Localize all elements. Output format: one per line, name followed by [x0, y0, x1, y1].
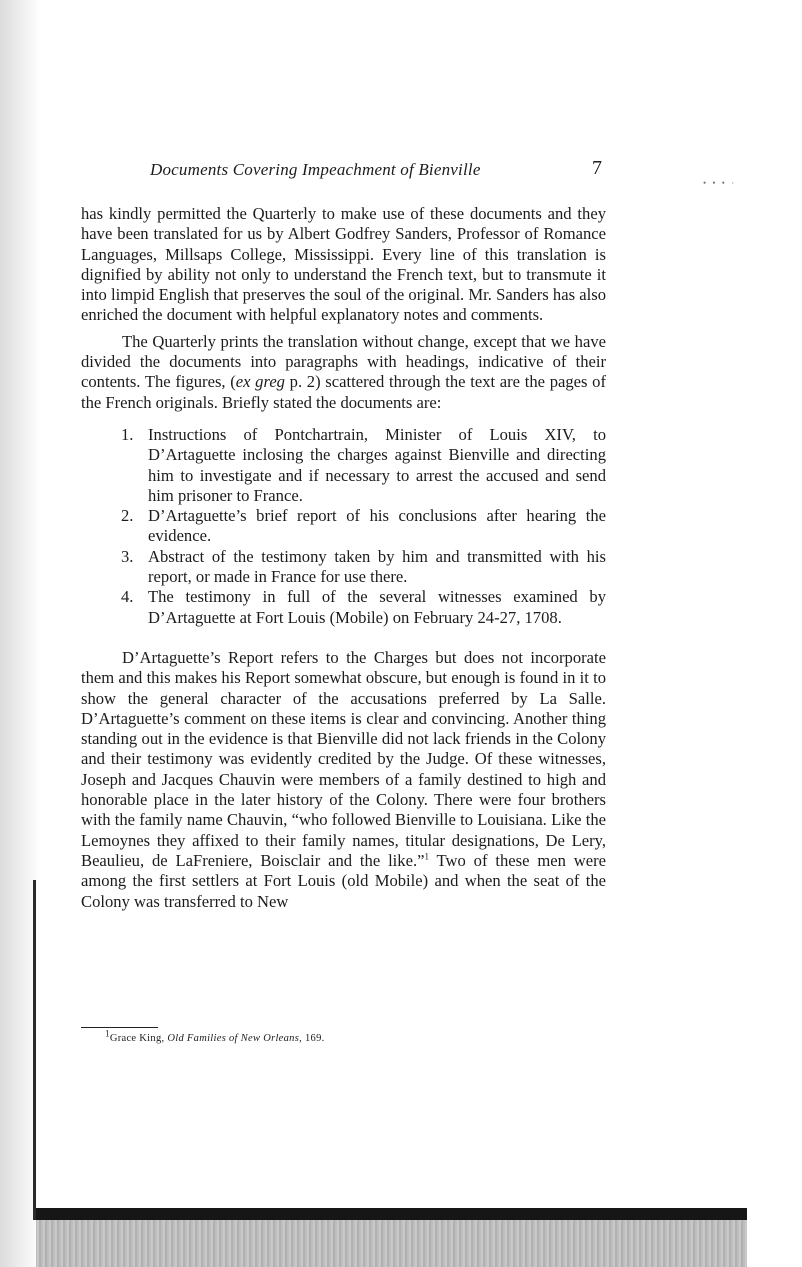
scan-specks: • • • ·: [703, 178, 737, 188]
paragraph-3-part-b: Two of these men were among the first settlers at Fort Louis (old Mobile) and when the seat of the Colony was transferred to New: [81, 850, 606, 911]
list-text: D’Artaguette’s brief report of his conclusions after hearing the evidence.: [148, 506, 606, 546]
document-list: [81, 425, 606, 628]
list-item: [81, 425, 606, 506]
footnote-marker: 1: [424, 851, 429, 862]
list-item: [81, 506, 606, 547]
footnote-number: 1: [105, 1028, 110, 1039]
footnote-page: 169.: [302, 1033, 325, 1044]
list-item: [81, 587, 606, 628]
paragraph-3: [81, 648, 606, 912]
list-text: Instructions of Pontchartrain, Minister of Louis XIV, to D’Artaguette inclosing the charges against Bienville and directing him to investigate and if necessary to arrest the accused and send him prisoner to France.: [148, 424, 606, 505]
footnote-author: Grace King,: [109, 1033, 168, 1044]
paragraph-2: [81, 332, 606, 413]
paragraph-2-part-b: p. 2) scattered through the text are the pages of the French originals. Briefly stated the documents are:: [81, 372, 606, 412]
list-item: [81, 547, 606, 588]
scan-bottom-bar: [36, 1208, 747, 1220]
body-text: [81, 204, 606, 912]
list-number: 3.: [121, 546, 134, 566]
list-text: The testimony in full of the several witnesses examined by D’Artaguette at Fort Louis (Mobile) on February 24-27, 1708.: [148, 587, 606, 627]
paragraph-2-italic: ex greg: [235, 372, 285, 392]
list-text: Abstract of the testimony taken by him and transmitted with his report, or made in France for use there.: [148, 546, 606, 587]
footnote-rule: [81, 1027, 158, 1028]
scan-edge: [33, 880, 36, 1220]
list-number: 2.: [121, 506, 134, 526]
paragraph-2-part-a: The Quarterly prints the translation without change, except that we have divided the documents into paragraphs with headings, indicative of their contents. The figures, (: [81, 331, 606, 392]
running-header: [150, 157, 610, 184]
footnote-title: Old Families of New Orleans,: [167, 1033, 303, 1044]
footnote: [105, 1028, 325, 1044]
list-number: 1.: [121, 424, 134, 444]
running-title: Documents Covering Impeachment of Bienville: [150, 160, 481, 179]
paragraph-3-part-a: D’Artaguette’s Report refers to the Charges but does not incorporate them and this makes his Report somewhat obscure, but enough is found in it to show the general character of the accusations preferred by La Salle. D’Artaguette’s comment on these items is clear and convincing. Another thing standing out in the evidence is that Bienville did not lack friends in the Colony and their testimony was evidently credited by the Judge. Of these witnesses, Joseph and Jacques Chauvin were members of a family destined to high and honorable place in the later history of the Colony. There were four brothers with the family name Chauvin, “who followed Bienville to Louisiana. Like the Lemoynes they affixed to their family names, titular designations, De Lery, Beaulieu, de LaFreniere, Boisclair and the like.”: [81, 647, 606, 870]
list-number: 4.: [121, 587, 134, 607]
page-number: 7: [592, 157, 602, 179]
paragraph-1: has kindly permitted the Quarterly to make use of these documents and they have been translated for us by Albert Godfrey Sanders, Professor of Romance Languages, Millsaps College, Mississippi. Every line of this translation is dignified by ability not only to understand the French text, but to transmute it into limpid English that preserves the soul of the original. Mr. Sanders has also enriched the document with helpful explanatory notes and comments.: [81, 204, 606, 325]
scan-bottom-strip: [36, 1220, 747, 1267]
